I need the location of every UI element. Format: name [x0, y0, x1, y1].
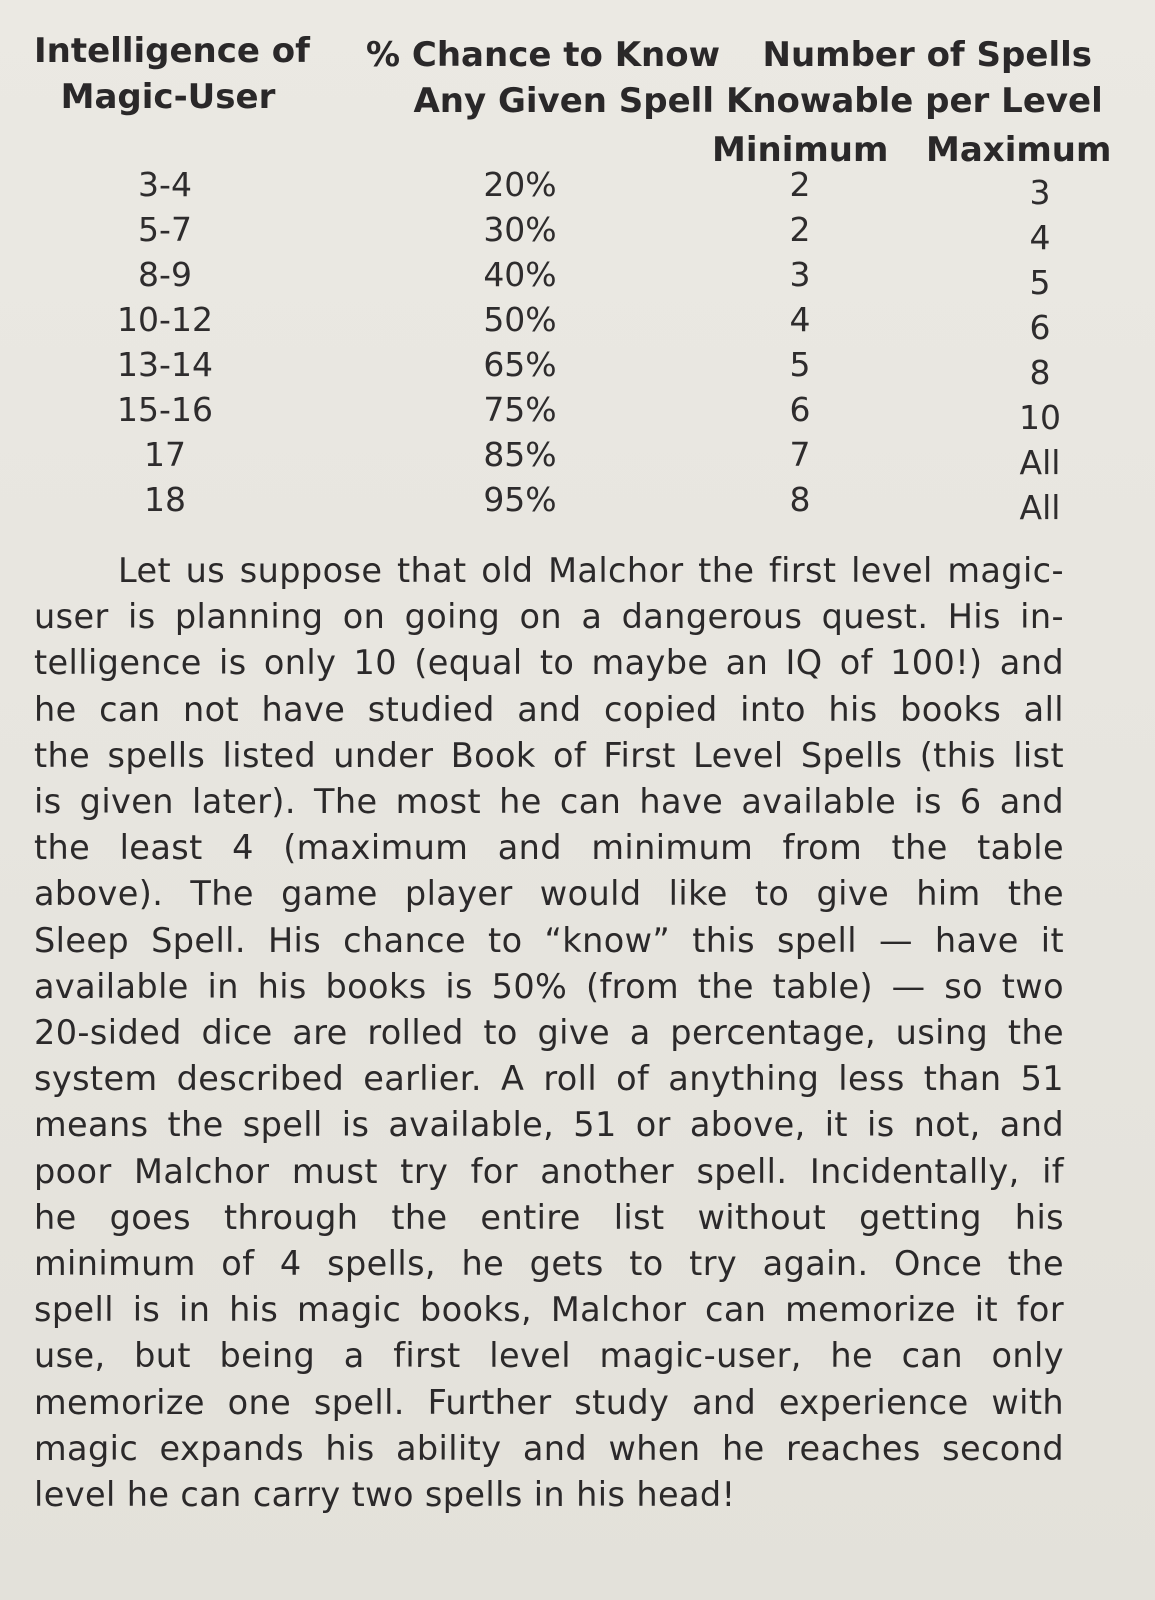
table-row	[0, 207, 1155, 257]
paragraph-line: 20-sided dice are rolled to give a percentage, using the	[34, 1013, 1064, 1053]
cell-intelligence: 13-14	[117, 345, 213, 384]
paragraph-line: user is planning on going on a dangerous quest. His in-	[34, 597, 1064, 637]
paragraph-line: spell is in his magic books, Malchor can memorize it for	[34, 1290, 1064, 1330]
cell-minimum: 7	[789, 435, 811, 474]
cell-maximum: All	[1019, 443, 1061, 482]
cell-maximum: 10	[1019, 398, 1061, 437]
table-row	[0, 387, 1155, 437]
paragraph-line: above). The game player would like to give him the	[34, 874, 1064, 914]
paragraph-line: poor Malchor must try for another spell. Incidentally, if	[34, 1151, 1064, 1191]
cell-minimum: 3	[789, 255, 811, 294]
header-intelligence	[34, 28, 310, 120]
table-row	[0, 342, 1155, 392]
cell-intelligence: 5-7	[138, 210, 192, 249]
cell-chance: 50%	[483, 300, 557, 339]
table-row	[0, 252, 1155, 302]
paragraph-line: telligence is only 10 (equal to maybe an IQ of 100!) and	[34, 643, 1064, 683]
cell-chance: 65%	[483, 345, 557, 384]
header-number-of-spells	[726, 32, 1103, 124]
cell-intelligence: 15-16	[117, 390, 213, 429]
paragraph-line: he goes through the entire list without getting his	[34, 1197, 1064, 1237]
paragraph-line: Sleep Spell. His chance to “know” this spell — have it	[34, 920, 1064, 960]
cell-intelligence: 8-9	[138, 255, 192, 294]
cell-intelligence: 10-12	[117, 300, 213, 339]
cell-intelligence: 18	[144, 480, 186, 519]
table-row	[0, 297, 1155, 347]
cell-chance: 20%	[483, 165, 557, 204]
paragraph-line: he can not have studied and copied into his books all	[34, 689, 1064, 729]
header-chance	[366, 32, 721, 124]
header-maximum: Maximum	[926, 130, 1112, 170]
cell-minimum: 8	[789, 480, 811, 519]
header-intelligence-line2: Magic-User	[60, 77, 276, 117]
cell-maximum: 3	[1029, 173, 1051, 212]
paragraph-line: magic expands his ability and when he reaches second	[34, 1428, 1064, 1468]
paragraph-line: use, but being a first level magic-user, he can only	[34, 1336, 1064, 1376]
cell-minimum: 4	[789, 300, 811, 339]
cell-chance: 75%	[483, 390, 557, 429]
cell-intelligence: 3-4	[138, 165, 192, 204]
header-number-line1: Number of Spells	[762, 35, 1092, 75]
cell-minimum: 5	[789, 345, 811, 384]
paragraph-line: memorize one spell. Further study and experience with	[34, 1382, 1064, 1422]
table-row	[0, 162, 1155, 212]
paragraph-line: level he can carry two spells in his head!	[34, 1475, 736, 1515]
cell-chance: 95%	[483, 480, 557, 519]
cell-chance: 85%	[483, 435, 557, 474]
table-row	[0, 477, 1155, 527]
cell-maximum: All	[1019, 488, 1061, 527]
cell-maximum: 6	[1029, 308, 1051, 347]
header-minimum: Minimum	[712, 130, 889, 170]
paragraph-line: system described earlier. A roll of anything less than 51	[34, 1059, 1064, 1099]
header-number-line2: Knowable per Level	[726, 81, 1103, 121]
cell-chance: 30%	[483, 210, 557, 249]
cell-chance: 40%	[483, 255, 557, 294]
paragraph-line: the spells listed under Book of First Level Spells (this list	[34, 735, 1064, 775]
paragraph-line: minimum of 4 spells, he gets to try again. Once the	[34, 1244, 1064, 1284]
cell-minimum: 6	[789, 390, 811, 429]
paragraph-line: available in his books is 50% (from the table) — so two	[34, 966, 1064, 1006]
body-paragraph	[34, 548, 1064, 1518]
paragraph-line: is given later). The most he can have available is 6 and	[34, 782, 1064, 822]
cell-intelligence: 17	[144, 435, 186, 474]
cell-minimum: 2	[789, 165, 811, 204]
cell-maximum: 8	[1029, 353, 1051, 392]
cell-maximum: 5	[1029, 263, 1051, 302]
header-chance-line1: % Chance to Know	[366, 35, 721, 75]
paragraph-line: the least 4 (maximum and minimum from the table	[34, 828, 1064, 868]
cell-minimum: 2	[789, 210, 811, 249]
header-chance-line2: Any Given Spell	[413, 81, 714, 121]
paragraph-line: means the spell is available, 51 or above, it is not, and	[34, 1105, 1064, 1145]
cell-maximum: 4	[1029, 218, 1051, 257]
table-row	[0, 432, 1155, 482]
header-intelligence-line1: Intelligence of	[34, 31, 310, 71]
paragraph-line: Let us suppose that old Malchor the first level magic-	[118, 551, 1064, 590]
